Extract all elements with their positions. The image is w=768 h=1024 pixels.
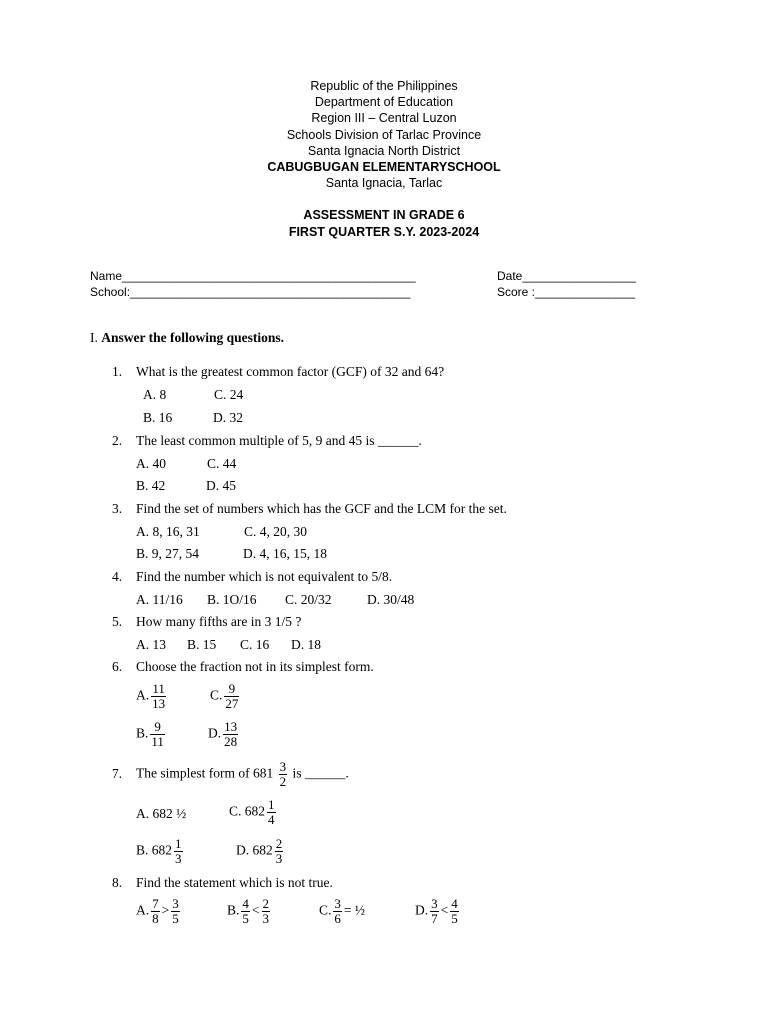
numerator: 3 [334, 896, 341, 911]
fraction [150, 720, 165, 749]
q4-option-b[interactable]: B. 1O/16 [207, 592, 257, 607]
q5-option-b[interactable]: B. 15 [187, 637, 217, 652]
header-line-division: Schools Division of Tarlac Province [286, 127, 482, 142]
fraction [171, 897, 180, 926]
fraction [241, 897, 250, 926]
numerator: 4 [451, 896, 458, 911]
date-field[interactable]: Date_________________ [497, 269, 636, 283]
question-number: 6. [112, 659, 123, 674]
denominator: 6 [334, 911, 341, 926]
denominator: 3 [175, 851, 182, 866]
fraction [430, 897, 439, 926]
question-8 [112, 875, 333, 891]
denominator: 3 [275, 851, 283, 866]
numerator: 1 [175, 836, 182, 851]
denominator: 28 [224, 734, 238, 749]
numerator: 3 [279, 759, 287, 774]
question-text: What is the greatest common factor (GCF) of 32 and 64? [136, 364, 445, 379]
fraction [262, 897, 271, 926]
denominator: 3 [262, 911, 270, 926]
q5-option-a[interactable]: A. 13 [136, 637, 166, 652]
header-line-district: Santa Ignacia North District [307, 143, 461, 158]
fraction [333, 897, 342, 926]
score-field[interactable]: Score :_______________ [497, 285, 636, 299]
fraction [267, 798, 276, 827]
fraction [275, 837, 284, 866]
q2-option-c[interactable]: C. 44 [207, 456, 237, 471]
assessment-title: ASSESSMENT IN GRADE 6 [303, 208, 465, 222]
q7-option-b[interactable] [136, 837, 185, 866]
question-7 [112, 760, 349, 789]
q8-option-a[interactable] [136, 897, 182, 926]
q6-option-c[interactable] [210, 682, 241, 711]
q3-option-c[interactable]: C. 4, 20, 30 [244, 524, 308, 539]
numerator: 7 [152, 896, 159, 911]
question-text: The simplest form of 681 [136, 765, 274, 781]
numerator: 11 [152, 681, 165, 696]
question-2 [112, 433, 422, 449]
question-4 [112, 569, 392, 585]
question-text: Choose the fraction not in its simplest form. [136, 659, 374, 674]
q1-option-c[interactable]: C. 24 [214, 387, 244, 402]
q5-option-c[interactable]: C. 16 [240, 637, 270, 652]
header-school-name: CABUGBUGAN ELEMENTARYSCHOOL [267, 160, 501, 175]
q7-option-a[interactable]: A. 682 ½ [136, 806, 187, 821]
school-field[interactable]: School:__________________________________________ [90, 285, 411, 299]
numerator: 3 [172, 896, 179, 911]
question-number: 4. [112, 569, 123, 584]
option-text: C. 682 [229, 803, 266, 819]
q2-option-a[interactable]: A. 40 [136, 456, 166, 471]
fraction [279, 760, 288, 789]
option-letter: C. [319, 902, 332, 918]
option-letter: B. [227, 902, 240, 918]
denominator: 8 [152, 911, 159, 926]
question-number: 8. [112, 875, 123, 890]
header-line-republic: Republic of the Philippines [310, 79, 458, 93]
q6-option-b[interactable] [136, 720, 167, 749]
fraction [223, 720, 238, 749]
fraction [450, 897, 459, 926]
question-3 [112, 501, 507, 517]
header-location: Santa Ignacia, Tarlac [325, 176, 443, 191]
denominator: 4 [268, 812, 275, 827]
question-number: 2. [112, 433, 123, 448]
q8-option-b[interactable] [227, 897, 272, 926]
section-roman: I. [90, 330, 102, 345]
q6-option-a[interactable] [136, 682, 168, 711]
denominator: 5 [172, 911, 179, 926]
section-title [90, 330, 284, 346]
q1-option-a[interactable]: A. 8 [143, 387, 167, 402]
q5-option-d[interactable]: D. 18 [291, 637, 321, 652]
option-letter: D. [415, 902, 429, 918]
fraction [174, 837, 183, 866]
denominator: 11 [151, 734, 164, 749]
q8-option-d[interactable] [415, 897, 461, 926]
q4-option-a[interactable]: A. 11/16 [136, 592, 183, 607]
numerator: 2 [262, 896, 270, 911]
question-1 [112, 364, 444, 380]
option-letter: A. [136, 902, 150, 918]
option-letter: C. [210, 687, 223, 703]
question-text: How many fifths are in 3 1/5 ? [136, 614, 302, 629]
comparison-operator: = ½ [343, 902, 366, 918]
q3-option-a[interactable]: A. 8, 16, 31 [136, 524, 200, 539]
numerator: 1 [268, 797, 275, 812]
numerator: 3 [431, 896, 438, 911]
option-letter: D. [208, 725, 222, 741]
option-letter: B. [136, 725, 149, 741]
comparison-operator: < [440, 902, 449, 918]
denominator: 7 [431, 911, 438, 926]
option-text: D. 682 [236, 842, 273, 858]
numerator: 2 [275, 836, 283, 851]
question-number: 3. [112, 501, 123, 516]
header-line-department: Department of Education [314, 95, 454, 110]
q4-option-c[interactable]: C. 20/32 [285, 592, 332, 607]
assessment-quarter: FIRST QUARTER S.Y. 2023-2024 [288, 224, 480, 239]
q4-option-d[interactable]: D. 30/48 [367, 592, 415, 607]
q1-option-b[interactable]: B. 16 [143, 410, 173, 425]
question-5 [112, 614, 301, 630]
question-number: 5. [112, 614, 123, 629]
question-text: Find the statement which is not true. [136, 875, 333, 890]
fraction [224, 682, 239, 711]
fraction [151, 682, 166, 711]
q3-option-d[interactable]: D. 4, 16, 15, 18 [243, 546, 327, 561]
question-text: Find the set of numbers which has the GCF and the LCM for the set. [136, 501, 507, 516]
denominator: 5 [451, 911, 458, 926]
question-number: 1. [112, 364, 123, 379]
numerator: 9 [150, 720, 165, 735]
question-text: Find the number which is not equivalent to 5/8. [136, 569, 393, 584]
q1-option-d[interactable]: D. 32 [213, 410, 243, 425]
question-text-tail: is ______. [292, 765, 349, 781]
question-text: The least common multiple of 5, 9 and 45 is ______. [136, 433, 422, 448]
option-text: B. 682 [136, 842, 173, 858]
denominator: 2 [279, 774, 287, 789]
name-field[interactable]: Name____________________________________________ [90, 269, 416, 283]
header-line-region: Region III – Central Luzon [311, 111, 457, 126]
q6-option-d[interactable] [208, 720, 240, 749]
q3-option-b[interactable]: B. 9, 27, 54 [136, 546, 200, 561]
denominator: 13 [152, 696, 166, 711]
numerator: 13 [224, 719, 238, 734]
assessment-title-block [0, 207, 768, 240]
q7-option-d[interactable] [236, 837, 285, 866]
option-letter: A. [136, 687, 150, 703]
q7-option-c[interactable] [229, 798, 278, 827]
denominator: 27 [225, 696, 239, 711]
numerator: 4 [242, 896, 249, 911]
comparison-operator: < [251, 902, 260, 918]
q2-option-d[interactable]: D. 45 [206, 478, 236, 493]
q8-option-c[interactable] [319, 897, 365, 926]
fraction [151, 897, 160, 926]
numerator: 9 [224, 682, 239, 697]
section-instruction: Answer the following questions. [101, 330, 285, 345]
q2-option-b[interactable]: B. 42 [136, 478, 166, 493]
question-number: 7. [112, 765, 123, 781]
comparison-operator: > [161, 902, 170, 918]
question-6 [112, 659, 374, 675]
school-header [0, 78, 768, 191]
denominator: 5 [242, 911, 249, 926]
